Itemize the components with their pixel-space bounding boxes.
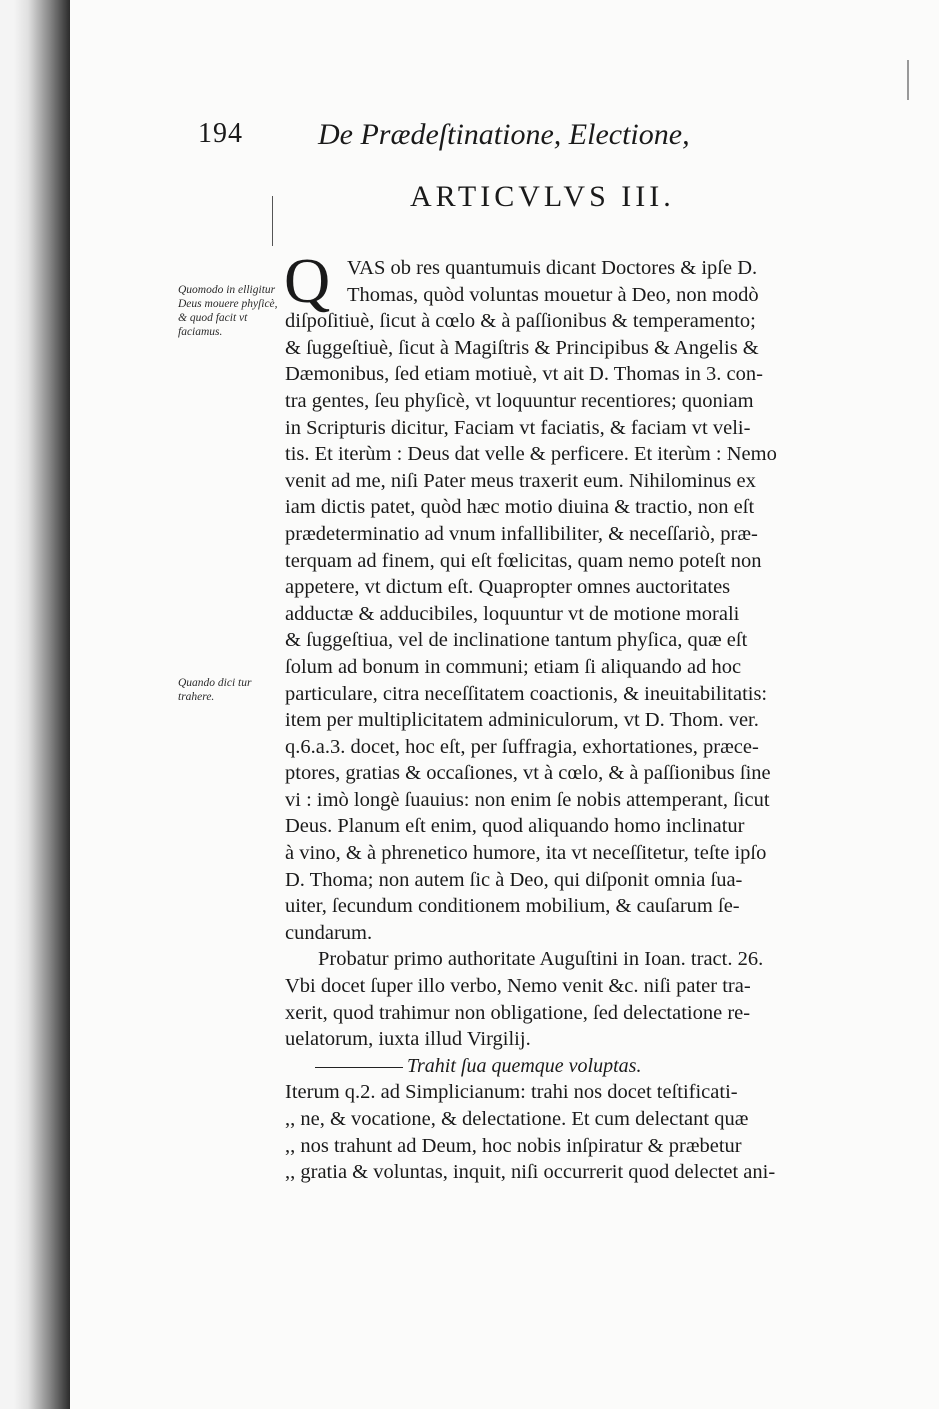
text-line: Vbi docet ſuper illo verbo, Nemo venit &c. niſi pater tra- [285,975,751,998]
text-line: Dæmonibus, ſed etiam motiuè, vt ait D. Thomas in 3. con- [285,363,763,386]
text-line: terquam ad finem, qui eſt fœlicitas, quam nemo poteſt non [285,549,762,572]
text-line: vi : imò longè ſuauius: non enim ſe nobis attemperant, ſicut [285,788,770,811]
text-line: in Scripturis dicitur, Faciam vt faciatis, & faciam vt veli- [285,416,751,439]
quotation-text: Trahit ſua quemque voluptas. [407,1054,642,1077]
drop-cap: Q [284,245,331,316]
text-line: adductæ & adducibiles, loquuntur vt de motione morali [285,602,740,625]
text-line: uiter, ſecundum conditionem mobilium, & cauſarum ſe- [285,895,740,918]
text-line: diſpoſitiuè, ſicut à cœlo & à paſſionibus & temperamento; [285,310,756,333]
text-line: Thomas, quòd voluntas mouetur à Deo, non modò [347,283,759,306]
text-line: cundarum. [285,921,373,944]
text-line: item per multiplicitatem adminiculorum, vt D. Thom. ver. [285,709,759,732]
text-line: D. Thoma; non autem ſic à Deo, qui diſponit omnia ſua- [285,868,743,891]
text-line: ,, gratia & voluntas, inquit, niſi occurrerit quod delectet ani- [285,1161,776,1184]
text-line: tra gentes, ſeu phyſicè, vt loquuntur recentiores; quoniam [285,389,754,412]
text-line: prædeterminatio ad vnum infallibiliter, & neceſſariò, præ- [285,522,758,545]
text-line: Probatur primo authoritate Auguſtini in Ioan. tract. 26. [318,948,764,971]
text-line: uelatorum, iuxta illud Virgilij. [285,1028,531,1051]
paper-mark [907,60,909,100]
body-text [284,245,921,1186]
text-line: tis. Et iterùm : Deus dat velle & perficere. Et iterùm : Nemo [285,443,777,466]
article-heading: ARTICVLVS III. [410,180,675,213]
verse-quotation [285,1053,921,1080]
text-line: Iterum q.2. ad Simplicianum: trahi nos docet teſtificati- [285,1081,738,1104]
text-line: q.6.a.3. docet, hoc eſt, per ſuffragia, exhortationes, præce- [285,735,759,758]
text-line: appetere, vt dictum eſt. Quapropter omnes auctoritates [285,576,731,599]
text-line: Deus. Planum eſt enim, quod aliquando homo inclinatur [285,815,745,838]
text-line: VAS ob res quantumuis dicant Doctores & ipſe D. [347,257,758,279]
text-line: ſolum ad bonum in communi; etiam ſi aliquando ad hoc [285,655,742,678]
running-title: De Prædeſtinatione, Electione, [318,118,690,151]
text-line: particulare, citra neceſſitatem coactionis, & ineuitabilitatis: [285,682,768,705]
text-line: & ſuggeſtiua, vel de inclinatione tantum phyſica, quæ eſt [285,629,748,652]
text-line: ,, ne, & vocatione, & delectatione. Et cum delectant quæ [285,1108,749,1130]
page-number: 194 [198,118,243,149]
text-line: ptores, gratias & occaſiones, vt à cœlo, & à paſſionibus ſine [285,762,771,785]
book-binding-edge [0,0,70,1409]
text-line: ,, nos trahunt ad Deum, hoc nobis inſpiratur & præbetur [285,1134,742,1157]
margin-note: Quando dici tur trahere. [178,677,252,703]
ornamental-rule [272,196,273,246]
page-header [198,118,758,158]
text-line: à vino, & à phrenetico humore, ita vt neceſſitetur, teſte ipſo [285,842,767,865]
quote-dash [315,1067,403,1068]
text-line: & ſuggeſtiuè, ſicut à Magiſtris & Principibus & Angelis & [285,336,759,359]
text-line: xerit, quod trahimur non obligatione, ſed delectatione re- [285,1001,751,1024]
text-line: iam dictis patet, quòd hæc motio diuina & tractio, non eſt [285,496,755,519]
margin-note: Quomodo in elligitur Deus mouere phyſicè, & quod facit vt faciamus. [178,284,278,338]
text-line: venit ad me, niſi Pater meus traxerit eum. Nihilominus ex [285,469,756,492]
